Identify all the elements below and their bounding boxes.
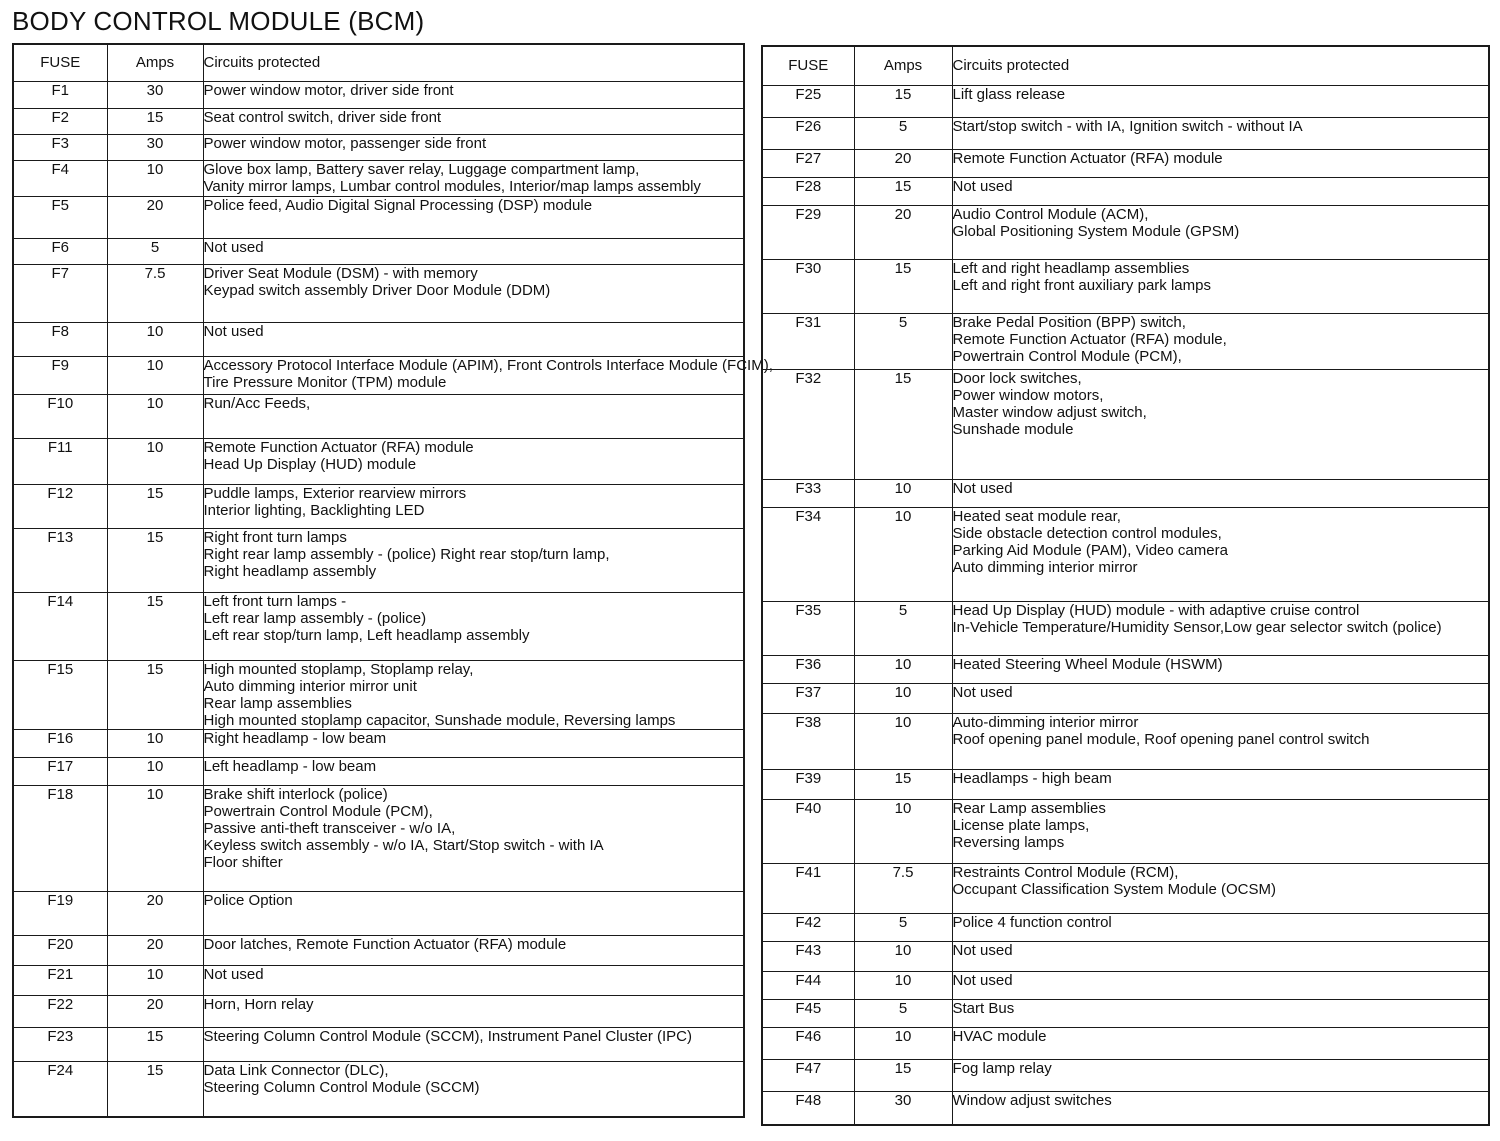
fuse-amps: 10 [854,941,952,971]
fuse-row [762,117,1489,149]
circuit-line: Keypad switch assembly Driver Door Module (DDM) [203,281,551,299]
circuit-line: Steering Column Control Module (SCCM), Instrument Panel Cluster (IPC) [203,1027,693,1045]
fuse-id: F29 [762,205,854,259]
fuse-amps: 15 [107,108,203,134]
circuit-line: Auto-dimming interior mirror [952,713,1139,731]
fuse-row [762,259,1489,313]
amps-header: Amps [854,46,952,85]
fuse-row [13,995,744,1027]
circuit-line: Seat control switch, driver side front [203,108,442,126]
circuit-line: Door latches, Remote Function Actuator (RFA) module [203,935,567,953]
circuit-line: Restraints Control Module (RCM), [952,863,1179,881]
fuse-circuits [952,149,1489,177]
fuse-amps: 20 [107,935,203,965]
fuse-row [13,965,744,995]
fuse-id: F40 [762,799,854,863]
circuit-line: HVAC module [952,1027,1047,1045]
fuse-row [762,769,1489,799]
circuit-line: Auto dimming interior mirror [952,558,1138,576]
circuit-line: Not used [952,971,1013,989]
fuse-row [13,322,744,356]
fuse-row [13,394,744,438]
circuit-line: Lift glass release [952,85,1066,103]
fuse-id: F44 [762,971,854,999]
fuse-amps: 10 [107,729,203,757]
fuse-id: F47 [762,1059,854,1091]
fuse-id: F11 [13,438,107,484]
fuse-id: F26 [762,117,854,149]
fuse-circuits [952,655,1489,683]
fuse-circuits [952,1027,1489,1059]
fuse-amps: 15 [854,177,952,205]
circuit-line: Window adjust switches [952,1091,1112,1109]
circuit-line: Right front turn lamps [203,528,347,546]
fuse-id: F8 [13,322,107,356]
fuse-circuits [203,891,744,935]
circuit-line: Floor shifter [203,853,283,871]
fuse-row [13,438,744,484]
fuse-amps: 20 [854,205,952,259]
circuit-line: Heated Steering Wheel Module (HSWM) [952,655,1223,673]
fuse-amps: 5 [854,913,952,941]
fuse-row [762,85,1489,117]
circuit-line: Right headlamp - low beam [203,729,387,747]
fuse-row [13,484,744,528]
circuit-line: Left rear lamp assembly - (police) [203,609,427,627]
fuse-row [13,592,744,660]
circuit-line: Data Link Connector (DLC), [203,1061,389,1079]
fuse-circuits [203,785,744,891]
fuse-id: F5 [13,196,107,238]
fuse-id: F10 [13,394,107,438]
fuse-id: F13 [13,528,107,592]
fuse-circuits [952,941,1489,971]
fuse-id: F3 [13,134,107,160]
fuse-table-right [761,45,1490,1126]
fuse-circuits [203,356,773,394]
circuit-line: Left and right front auxiliary park lamps [952,276,1211,294]
circuit-line: Rear lamp assemblies [203,694,352,712]
circuit-line: Not used [203,322,264,340]
fuse-amps: 30 [107,134,203,160]
fuse-id: F19 [13,891,107,935]
circuit-line: Head Up Display (HUD) module - with adaptive cruise control [952,601,1360,619]
fuse-circuits [203,134,744,160]
circuit-line: Remote Function Actuator (RFA) module, [952,330,1227,348]
circuit-line: Master window adjust switch, [952,403,1147,421]
circuit-line: Puddle lamps, Exterior rearview mirrors [203,484,467,502]
fuse-circuits [952,863,1489,913]
fuse-row [762,971,1489,999]
fuse-row [762,313,1489,369]
fuse-amps: 10 [107,438,203,484]
circuit-line: Not used [952,479,1013,497]
fuse-circuits [952,507,1489,601]
fuse-circuits [203,965,744,995]
fuse-row [762,507,1489,601]
circuit-line: Power window motors, [952,386,1104,404]
circuit-line: Left front turn lamps - [203,592,347,610]
fuse-row [13,108,744,134]
fuse-row [13,757,744,785]
fuse-circuits [952,683,1489,713]
circuit-line: Right rear lamp assembly - (police) Right rear stop/turn lamp, [203,545,610,563]
circuit-line: High mounted stoplamp, Stoplamp relay, [203,660,474,678]
fuse-amps: 20 [854,149,952,177]
fuse-circuits [203,660,744,729]
fuse-amps: 5 [854,601,952,655]
circuit-line: Power window motor, driver side front [203,81,454,99]
fuse-amps: 10 [854,479,952,507]
fuse-id: F38 [762,713,854,769]
fuse-id: F32 [762,369,854,479]
circuit-line: Powertrain Control Module (PCM), [952,347,1182,365]
circuit-line: Horn, Horn relay [203,995,314,1013]
circuit-line: Police feed, Audio Digital Signal Processing (DSP) module [203,196,593,214]
fuse-row [13,891,744,935]
circuit-line: Vanity mirror lamps, Lumbar control modules, Interior/map lamps assembly [203,177,701,195]
fuse-id: F33 [762,479,854,507]
circuit-line: Headlamps - high beam [952,769,1112,787]
amps-header: Amps [107,44,203,81]
fuse-amps: 10 [107,160,203,196]
fuse-circuits [203,484,744,528]
fuse-amps: 10 [107,785,203,891]
fuse-id: F2 [13,108,107,134]
fuse-id: F4 [13,160,107,196]
circuit-line: Start/stop switch - with IA, Ignition switch - without IA [952,117,1303,135]
circuit-line: Roof opening panel module, Roof opening panel control switch [952,730,1370,748]
fuse-circuits [203,81,744,108]
fuse-row [762,149,1489,177]
circuit-line: Remote Function Actuator (RFA) module [952,149,1223,167]
fuse-row [762,479,1489,507]
circuit-line: High mounted stoplamp capacitor, Sunshade module, Reversing lamps [203,711,676,729]
fuse-id: F16 [13,729,107,757]
fuse-id: F43 [762,941,854,971]
fuse-row [762,205,1489,259]
fuse-header: FUSE [13,44,107,81]
fuse-amps: 10 [854,683,952,713]
fuse-circuits [203,264,744,322]
fuse-amps: 15 [107,1061,203,1117]
fuse-amps: 15 [107,660,203,729]
circuit-line: Police 4 function control [952,913,1112,931]
fuse-amps: 15 [107,484,203,528]
fuse-row [762,999,1489,1027]
circuit-line: Fog lamp relay [952,1059,1052,1077]
fuse-circuits [952,313,1489,369]
circuit-line: Powertrain Control Module (PCM), [203,802,433,820]
fuse-circuits [952,913,1489,941]
fuse-circuits [952,971,1489,999]
fuse-circuits [203,528,744,592]
fuse-amps: 10 [854,713,952,769]
fuse-circuits [952,799,1489,863]
fuse-id: F30 [762,259,854,313]
fuse-circuits [952,369,1489,479]
circuit-line: Left rear stop/turn lamp, Left headlamp assembly [203,626,530,644]
fuse-amps: 15 [107,1027,203,1061]
circuit-line: Remote Function Actuator (RFA) module [203,438,474,456]
fuse-id: F39 [762,769,854,799]
circuit-line: In-Vehicle Temperature/Humidity Sensor,Low gear selector switch (police) [952,618,1442,636]
fuse-row [762,863,1489,913]
fuse-circuits [952,601,1489,655]
fuse-circuits [203,196,744,238]
circuit-line: Not used [952,941,1013,959]
fuse-circuits [203,935,744,965]
circuits-header: Circuits protected [203,44,744,81]
fuse-circuits [952,1059,1489,1091]
circuit-line: Not used [952,683,1013,701]
circuit-line: Reversing lamps [952,833,1065,851]
fuse-amps: 20 [107,196,203,238]
fuse-id: F21 [13,965,107,995]
circuit-line: Right headlamp assembly [203,562,377,580]
fuse-amps: 5 [854,999,952,1027]
circuit-line: Heated seat module rear, [952,507,1121,525]
circuit-line: Left and right headlamp assemblies [952,259,1190,277]
fuse-circuits [203,592,744,660]
circuit-line: Parking Aid Module (PAM), Video camera [952,541,1228,559]
fuse-circuits [203,394,744,438]
fuse-amps: 10 [854,507,952,601]
fuse-amps: 10 [107,965,203,995]
fuse-id: F45 [762,999,854,1027]
fuse-amps: 15 [854,769,952,799]
fuse-row [13,160,744,196]
fuse-row [762,177,1489,205]
fuse-circuits [952,479,1489,507]
fuse-row [13,196,744,238]
fuse-amps: 5 [854,313,952,369]
fuse-amps: 20 [107,995,203,1027]
header-row [762,46,1489,85]
fuse-circuits [952,769,1489,799]
fuse-amps: 10 [854,655,952,683]
fuse-amps: 5 [854,117,952,149]
fuse-id: F42 [762,913,854,941]
circuit-line: Glove box lamp, Battery saver relay, Luggage compartment lamp, [203,160,640,178]
fuse-row [13,1027,744,1061]
fuse-row [762,941,1489,971]
circuit-line: Door lock switches, [952,369,1082,387]
circuit-line: Keyless switch assembly - w/o IA, Start/Stop switch - with IA [203,836,604,854]
fuse-amps: 10 [107,356,203,394]
fuse-row [762,683,1489,713]
fuse-id: F9 [13,356,107,394]
fuse-id: F7 [13,264,107,322]
fuse-id: F24 [13,1061,107,1117]
fuse-amps: 5 [107,238,203,264]
circuit-line: Not used [952,177,1013,195]
fuse-amps: 15 [854,369,952,479]
fuse-circuits [203,757,744,785]
fuse-amps: 7.5 [854,863,952,913]
fuse-circuits [203,160,744,196]
fuse-amps: 15 [107,592,203,660]
fuse-amps: 10 [854,799,952,863]
fuse-id: F12 [13,484,107,528]
fuse-id: F48 [762,1091,854,1125]
fuse-circuits [952,713,1489,769]
fuse-row [762,799,1489,863]
circuit-line: Passive anti-theft transceiver - w/o IA, [203,819,456,837]
fuse-id: F46 [762,1027,854,1059]
fuse-circuits [952,177,1489,205]
fuse-id: F1 [13,81,107,108]
fuse-amps: 20 [107,891,203,935]
page-title: BODY CONTROL MODULE (BCM) [12,6,425,36]
fuse-circuits [952,259,1489,313]
fuse-circuits [203,995,744,1027]
fuse-id: F36 [762,655,854,683]
fuse-id: F22 [13,995,107,1027]
circuits-header: Circuits protected [952,46,1489,85]
fuse-id: F37 [762,683,854,713]
fuse-row [13,81,744,108]
circuit-line: Occupant Classification System Module (OCSM) [952,880,1276,898]
circuit-line: Power window motor, passenger side front [203,134,487,152]
circuit-line: Brake Pedal Position (BPP) switch, [952,313,1186,331]
circuit-line: Audio Control Module (ACM), [952,205,1149,223]
circuit-line: Driver Seat Module (DSM) - with memory [203,264,478,282]
circuit-line: Not used [203,965,264,983]
fuse-amps: 15 [107,528,203,592]
circuit-line: Brake shift interlock (police) [203,785,388,803]
fuse-amps: 7.5 [107,264,203,322]
fuse-row [13,729,744,757]
circuit-line: Head Up Display (HUD) module [203,455,417,473]
circuit-line: Tire Pressure Monitor (TPM) module [203,373,447,391]
fuse-circuits [952,85,1489,117]
fuse-circuits [952,1091,1489,1125]
fuse-id: F23 [13,1027,107,1061]
fuse-row [13,935,744,965]
fuse-amps: 10 [107,322,203,356]
fuse-circuits [952,205,1489,259]
circuit-line: Side obstacle detection control modules, [952,524,1222,542]
fuse-header: FUSE [762,46,854,85]
fuse-id: F28 [762,177,854,205]
fuse-amps: 30 [107,81,203,108]
fuse-amps: 15 [854,259,952,313]
fuse-id: F35 [762,601,854,655]
circuit-line: Rear Lamp assemblies [952,799,1106,817]
fuse-row [13,264,744,322]
fuse-circuits [203,322,744,356]
fuse-amps: 30 [854,1091,952,1125]
circuit-line: Not used [203,238,264,256]
fuse-row [762,655,1489,683]
fuse-row [762,713,1489,769]
fuse-row [13,238,744,264]
circuit-line: Auto dimming interior mirror unit [203,677,417,695]
circuit-line: Sunshade module [952,420,1074,438]
fuse-amps: 10 [107,757,203,785]
fuse-id: F20 [13,935,107,965]
fuse-circuits [203,1027,744,1061]
fuse-id: F41 [762,863,854,913]
fuse-id: F25 [762,85,854,117]
fuse-row [762,601,1489,655]
circuit-line: Steering Column Control Module (SCCM) [203,1078,480,1096]
fuse-id: F34 [762,507,854,601]
fuse-circuits [952,117,1489,149]
fuse-row [762,1059,1489,1091]
fuse-circuits [203,1061,744,1117]
fuse-id: F14 [13,592,107,660]
fuse-id: F27 [762,149,854,177]
fuse-id: F18 [13,785,107,891]
fuse-amps: 15 [854,1059,952,1091]
fuse-circuits [952,999,1489,1027]
fuse-circuits [203,729,744,757]
fuse-amps: 10 [107,394,203,438]
circuit-line: Interior lighting, Backlighting LED [203,501,425,519]
circuit-line: Left headlamp - low beam [203,757,377,775]
fuse-row [13,134,744,160]
fuse-row [13,356,744,394]
fuse-circuits [203,108,744,134]
fuse-amps: 15 [854,85,952,117]
circuit-line: Start Bus [952,999,1015,1017]
fuse-id: F15 [13,660,107,729]
header-row [13,44,744,81]
circuit-line: License plate lamps, [952,816,1090,834]
fuse-circuits [203,438,744,484]
fuse-row [13,660,744,729]
fuse-row [13,785,744,891]
fuse-amps: 10 [854,1027,952,1059]
fuse-id: F6 [13,238,107,264]
fuse-row [762,1027,1489,1059]
fuse-amps: 10 [854,971,952,999]
circuit-line: Global Positioning System Module (GPSM) [952,222,1240,240]
fuse-id: F31 [762,313,854,369]
fuse-row [762,913,1489,941]
circuit-line: Police Option [203,891,293,909]
fuse-id: F17 [13,757,107,785]
fuse-row [13,528,744,592]
circuit-line: Accessory Protocol Interface Module (APIM), Front Controls Interface Module (FCIM), [203,356,773,374]
fuse-row [762,1091,1489,1125]
fuse-row [13,1061,744,1117]
fuse-table-left [12,43,773,1118]
fuse-circuits [203,238,744,264]
circuit-line: Run/Acc Feeds, [203,394,311,412]
fuse-row [762,369,1489,479]
